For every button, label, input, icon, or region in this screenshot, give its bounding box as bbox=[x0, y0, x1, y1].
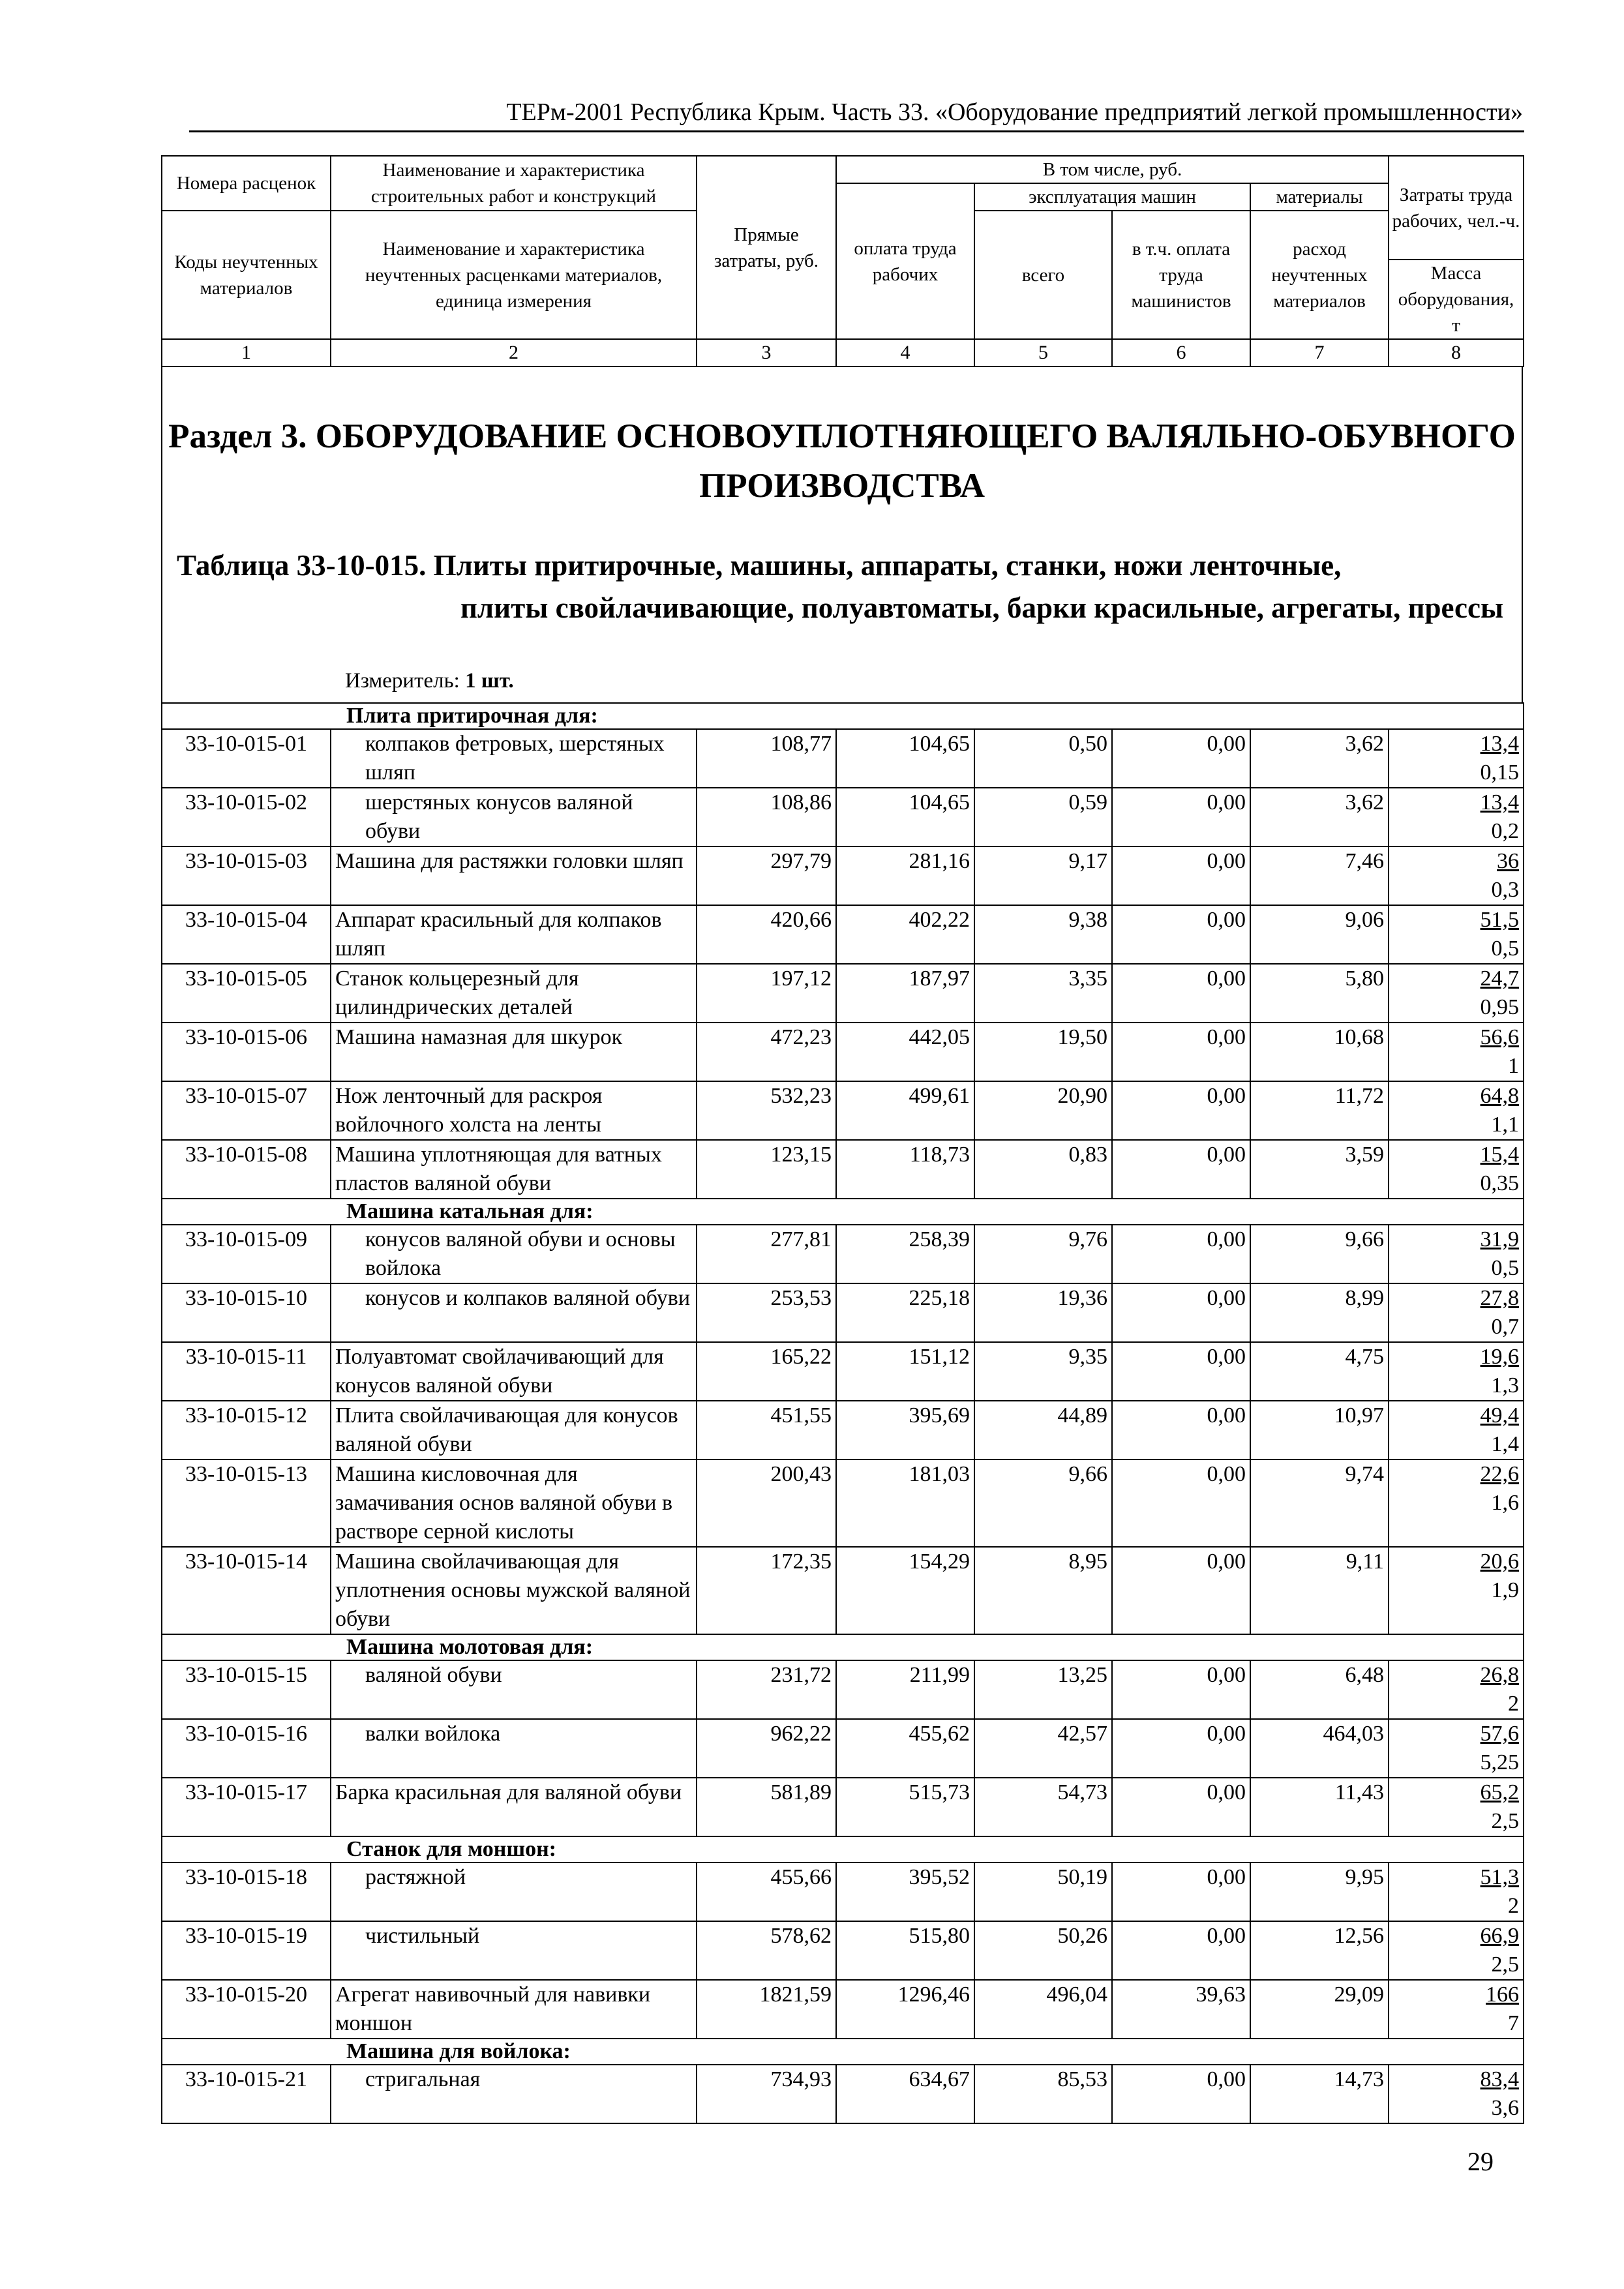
machines-total: 19,50 bbox=[974, 1023, 1112, 1081]
direct-costs: 420,66 bbox=[697, 905, 836, 964]
worker-pay: 187,97 bbox=[836, 964, 974, 1023]
direct-costs: 231,72 bbox=[697, 1660, 836, 1719]
operator-pay: 0,00 bbox=[1112, 1081, 1250, 1140]
equipment-mass: 0,15 bbox=[1480, 760, 1520, 785]
labor-hours: 26,8 bbox=[1480, 1663, 1520, 1687]
rate-code: 33-10-015-20 bbox=[162, 1980, 331, 2039]
rate-code: 33-10-015-07 bbox=[162, 1081, 331, 1140]
table-row bbox=[162, 1719, 1524, 1778]
header-machine-operation: эксплуатация машин bbox=[974, 183, 1250, 211]
rate-name: Нож ленточный для раскроя войлочного холста на ленты bbox=[331, 1081, 697, 1140]
table-caption-lead: Таблица 33-10-015. Плиты притирочные, машины, аппараты, станки, ножи ленточные, bbox=[177, 549, 1342, 582]
direct-costs: 297,79 bbox=[697, 846, 836, 905]
rate-code: 33-10-015-06 bbox=[162, 1023, 331, 1081]
rate-name: стригальная bbox=[331, 2065, 697, 2123]
operator-pay: 0,00 bbox=[1112, 1283, 1250, 1342]
rate-code: 33-10-015-18 bbox=[162, 1863, 331, 1921]
price-rows-table bbox=[161, 702, 1524, 2124]
labor-and-mass bbox=[1389, 1342, 1524, 1401]
header-machines-total: всего bbox=[974, 211, 1112, 339]
group-heading: Машина катальная для: bbox=[162, 1199, 1524, 1225]
header-materials: материалы bbox=[1250, 183, 1389, 211]
materials-cost: 3,62 bbox=[1250, 788, 1389, 846]
materials-cost: 3,59 bbox=[1250, 1140, 1389, 1199]
worker-pay: 515,73 bbox=[836, 1778, 974, 1836]
table-row bbox=[162, 1081, 1524, 1140]
table-row bbox=[162, 1283, 1524, 1342]
rate-code: 33-10-015-13 bbox=[162, 1459, 331, 1547]
rate-code: 33-10-015-12 bbox=[162, 1401, 331, 1459]
header-material-codes: Коды неучтенных материалов bbox=[162, 211, 331, 339]
materials-cost: 10,68 bbox=[1250, 1023, 1389, 1081]
operator-pay: 0,00 bbox=[1112, 1921, 1250, 1980]
direct-costs: 200,43 bbox=[697, 1459, 836, 1547]
materials-cost: 10,97 bbox=[1250, 1401, 1389, 1459]
worker-pay: 515,80 bbox=[836, 1921, 974, 1980]
table-row bbox=[162, 1863, 1524, 1921]
operator-pay: 0,00 bbox=[1112, 1547, 1250, 1634]
worker-pay: 211,99 bbox=[836, 1660, 974, 1719]
equipment-mass: 1,6 bbox=[1491, 1491, 1520, 1515]
worker-pay: 258,39 bbox=[836, 1225, 974, 1283]
labor-and-mass bbox=[1389, 1921, 1524, 1980]
measure-label: Измеритель: bbox=[345, 669, 460, 693]
table-row bbox=[162, 2065, 1524, 2123]
labor-hours: 166 bbox=[1486, 1982, 1520, 2007]
materials-cost: 9,11 bbox=[1250, 1547, 1389, 1634]
operator-pay: 0,00 bbox=[1112, 1342, 1250, 1401]
table-row bbox=[162, 964, 1524, 1023]
equipment-mass: 5,25 bbox=[1480, 1750, 1520, 1774]
machines-total: 54,73 bbox=[974, 1778, 1112, 1836]
equipment-mass: 0,2 bbox=[1491, 819, 1520, 843]
rate-code: 33-10-015-05 bbox=[162, 964, 331, 1023]
direct-costs: 197,12 bbox=[697, 964, 836, 1023]
materials-cost: 9,66 bbox=[1250, 1225, 1389, 1283]
labor-hours: 27,8 bbox=[1480, 1286, 1520, 1310]
labor-and-mass bbox=[1389, 2065, 1524, 2123]
rate-code: 33-10-015-10 bbox=[162, 1283, 331, 1342]
equipment-mass: 2 bbox=[1508, 1894, 1520, 1918]
column-number: 2 bbox=[331, 339, 697, 367]
labor-hours: 22,6 bbox=[1480, 1462, 1520, 1486]
table-row bbox=[162, 1342, 1524, 1401]
rate-code: 33-10-015-19 bbox=[162, 1921, 331, 1980]
materials-cost: 6,48 bbox=[1250, 1660, 1389, 1719]
header-material-name: Наименование и характеристика неучтенных расценками материалов, единица измерения bbox=[331, 211, 697, 339]
machines-total: 9,66 bbox=[974, 1459, 1112, 1547]
equipment-mass: 2,5 bbox=[1491, 1809, 1520, 1833]
rate-code: 33-10-015-01 bbox=[162, 729, 331, 788]
rate-name: Машина для растяжки головки шляп bbox=[331, 846, 697, 905]
machines-total: 9,17 bbox=[974, 846, 1112, 905]
machines-total: 9,38 bbox=[974, 905, 1112, 964]
materials-cost: 11,72 bbox=[1250, 1081, 1389, 1140]
table-caption-continuation: плиты свойлачивающие, полуавтоматы, барки красильные, агрегаты, прессы bbox=[460, 591, 1504, 624]
direct-costs: 581,89 bbox=[697, 1778, 836, 1836]
table-row bbox=[162, 1140, 1524, 1199]
price-table-frame bbox=[161, 155, 1523, 2124]
worker-pay: 634,67 bbox=[836, 2065, 974, 2123]
labor-hours: 19,6 bbox=[1480, 1345, 1520, 1369]
machines-total: 0,59 bbox=[974, 788, 1112, 846]
rate-name: колпаков фетровых, шерстяных шляп bbox=[331, 729, 697, 788]
labor-hours: 57,6 bbox=[1480, 1722, 1520, 1746]
header-rule bbox=[189, 130, 1524, 132]
table-row bbox=[162, 1401, 1524, 1459]
materials-cost: 9,06 bbox=[1250, 905, 1389, 964]
equipment-mass: 2 bbox=[1508, 1692, 1520, 1716]
labor-and-mass bbox=[1389, 846, 1524, 905]
direct-costs: 532,23 bbox=[697, 1081, 836, 1140]
rate-name: Станок кольцерезный для цилиндрических деталей bbox=[331, 964, 697, 1023]
table-header bbox=[161, 155, 1524, 367]
operator-pay: 0,00 bbox=[1112, 1023, 1250, 1081]
rate-code: 33-10-015-15 bbox=[162, 1660, 331, 1719]
labor-and-mass bbox=[1389, 1719, 1524, 1778]
header-direct-costs: Прямые затраты, руб. bbox=[697, 156, 836, 339]
column-number: 7 bbox=[1250, 339, 1389, 367]
materials-cost: 8,99 bbox=[1250, 1283, 1389, 1342]
labor-hours: 31,9 bbox=[1480, 1227, 1520, 1251]
header-worker-pay: оплата труда рабочих bbox=[836, 183, 974, 339]
direct-costs: 962,22 bbox=[697, 1719, 836, 1778]
machines-total: 85,53 bbox=[974, 2065, 1112, 2123]
table-row bbox=[162, 905, 1524, 964]
group-heading: Станок для моншон: bbox=[162, 1836, 1524, 1863]
equipment-mass: 0,7 bbox=[1491, 1315, 1520, 1339]
group-heading-row bbox=[162, 703, 1524, 729]
worker-pay: 281,16 bbox=[836, 846, 974, 905]
operator-pay: 0,00 bbox=[1112, 729, 1250, 788]
rate-name: Барка красильная для валяной обуви bbox=[331, 1778, 697, 1836]
table-row bbox=[162, 1225, 1524, 1283]
group-heading-row bbox=[162, 2039, 1524, 2065]
labor-and-mass bbox=[1389, 1023, 1524, 1081]
direct-costs: 1821,59 bbox=[697, 1980, 836, 2039]
rate-code: 33-10-015-02 bbox=[162, 788, 331, 846]
worker-pay: 154,29 bbox=[836, 1547, 974, 1634]
group-heading: Плита притирочная для: bbox=[162, 703, 1524, 729]
materials-cost: 464,03 bbox=[1250, 1719, 1389, 1778]
labor-hours: 56,6 bbox=[1480, 1025, 1520, 1049]
section-box bbox=[161, 367, 1523, 702]
operator-pay: 0,00 bbox=[1112, 2065, 1250, 2123]
table-row bbox=[162, 729, 1524, 788]
operator-pay: 0,00 bbox=[1112, 1459, 1250, 1547]
labor-and-mass bbox=[1389, 1401, 1524, 1459]
labor-hours: 24,7 bbox=[1480, 966, 1520, 991]
labor-hours: 36 bbox=[1497, 849, 1520, 873]
rate-name: конусов и колпаков валяной обуви bbox=[331, 1283, 697, 1342]
worker-pay: 395,52 bbox=[836, 1863, 974, 1921]
materials-cost: 7,46 bbox=[1250, 846, 1389, 905]
labor-and-mass bbox=[1389, 1459, 1524, 1547]
rate-name: конусов валяной обуви и основы войлока bbox=[331, 1225, 697, 1283]
operator-pay: 0,00 bbox=[1112, 1863, 1250, 1921]
page-number: 29 bbox=[1467, 2147, 1494, 2176]
direct-costs: 455,66 bbox=[697, 1863, 836, 1921]
materials-cost: 4,75 bbox=[1250, 1342, 1389, 1401]
header-work-name: Наименование и характеристика строительных работ и конструкций bbox=[331, 156, 697, 211]
column-number: 4 bbox=[836, 339, 974, 367]
labor-hours: 51,5 bbox=[1480, 908, 1520, 932]
direct-costs: 108,86 bbox=[697, 788, 836, 846]
operator-pay: 0,00 bbox=[1112, 1225, 1250, 1283]
machines-total: 50,26 bbox=[974, 1921, 1112, 1980]
group-heading-row bbox=[162, 1199, 1524, 1225]
worker-pay: 442,05 bbox=[836, 1023, 974, 1081]
group-heading-row bbox=[162, 1634, 1524, 1660]
worker-pay: 225,18 bbox=[836, 1283, 974, 1342]
rate-code: 33-10-015-16 bbox=[162, 1719, 331, 1778]
group-heading: Машина молотовая для: bbox=[162, 1634, 1524, 1660]
worker-pay: 499,61 bbox=[836, 1081, 974, 1140]
equipment-mass: 1,3 bbox=[1491, 1373, 1520, 1398]
equipment-mass: 1,9 bbox=[1491, 1578, 1520, 1602]
machines-total: 20,90 bbox=[974, 1081, 1112, 1140]
equipment-mass: 2,5 bbox=[1491, 1952, 1520, 1977]
operator-pay: 0,00 bbox=[1112, 1401, 1250, 1459]
materials-cost: 3,62 bbox=[1250, 729, 1389, 788]
machines-total: 8,95 bbox=[974, 1547, 1112, 1634]
table-row bbox=[162, 1023, 1524, 1081]
machines-total: 9,76 bbox=[974, 1225, 1112, 1283]
direct-costs: 734,93 bbox=[697, 2065, 836, 2123]
rate-name: Агрегат навивочный для навивки моншон bbox=[331, 1980, 697, 2039]
measure-unit bbox=[345, 666, 514, 695]
worker-pay: 104,65 bbox=[836, 788, 974, 846]
rate-name: Машина уплотняющая для ватных пластов валяной обуви bbox=[331, 1140, 697, 1199]
rate-name: Плита свойлачивающая для конусов валяной обуви bbox=[331, 1401, 697, 1459]
materials-cost: 9,74 bbox=[1250, 1459, 1389, 1547]
labor-hours: 13,4 bbox=[1480, 732, 1520, 756]
operator-pay: 0,00 bbox=[1112, 1660, 1250, 1719]
direct-costs: 578,62 bbox=[697, 1921, 836, 1980]
worker-pay: 402,22 bbox=[836, 905, 974, 964]
labor-hours: 51,3 bbox=[1480, 1865, 1520, 1889]
worker-pay: 151,12 bbox=[836, 1342, 974, 1401]
direct-costs: 277,81 bbox=[697, 1225, 836, 1283]
direct-costs: 472,23 bbox=[697, 1023, 836, 1081]
equipment-mass: 1,1 bbox=[1491, 1113, 1520, 1137]
machines-total: 0,50 bbox=[974, 729, 1112, 788]
worker-pay: 118,73 bbox=[836, 1140, 974, 1199]
header-including: В том числе, руб. bbox=[836, 156, 1389, 183]
operator-pay: 39,63 bbox=[1112, 1980, 1250, 2039]
rate-code: 33-10-015-03 bbox=[162, 846, 331, 905]
worker-pay: 181,03 bbox=[836, 1459, 974, 1547]
equipment-mass: 1 bbox=[1508, 1054, 1520, 1078]
rate-name: шерстяных конусов валяной обуви bbox=[331, 788, 697, 846]
rate-code: 33-10-015-04 bbox=[162, 905, 331, 964]
equipment-mass: 0,5 bbox=[1491, 1256, 1520, 1280]
header-operator-pay: в т.ч. оплата труда машинистов bbox=[1112, 211, 1250, 339]
rate-code: 33-10-015-09 bbox=[162, 1225, 331, 1283]
rate-name: Машина свойлачивающая для уплотнения основы мужской валяной обуви bbox=[331, 1547, 697, 1634]
column-number: 6 bbox=[1112, 339, 1250, 367]
table-row bbox=[162, 788, 1524, 846]
direct-costs: 172,35 bbox=[697, 1547, 836, 1634]
worker-pay: 1296,46 bbox=[836, 1980, 974, 2039]
labor-hours: 20,6 bbox=[1480, 1549, 1520, 1574]
materials-cost: 9,95 bbox=[1250, 1863, 1389, 1921]
machines-total: 13,25 bbox=[974, 1660, 1112, 1719]
worker-pay: 104,65 bbox=[836, 729, 974, 788]
rate-name: Полуавтомат свойлачивающий для конусов валяной обуви bbox=[331, 1342, 697, 1401]
labor-and-mass bbox=[1389, 1081, 1524, 1140]
equipment-mass: 3,6 bbox=[1491, 2096, 1520, 2120]
rate-name: Аппарат красильный для колпаков шляп bbox=[331, 905, 697, 964]
labor-and-mass bbox=[1389, 1778, 1524, 1836]
machines-total: 42,57 bbox=[974, 1719, 1112, 1778]
header-unaccounted-materials: расход неучтенных материалов bbox=[1250, 211, 1389, 339]
column-number: 1 bbox=[162, 339, 331, 367]
labor-hours: 49,4 bbox=[1480, 1403, 1520, 1428]
table-row bbox=[162, 1980, 1524, 2039]
column-number: 3 bbox=[697, 339, 836, 367]
labor-and-mass bbox=[1389, 1980, 1524, 2039]
operator-pay: 0,00 bbox=[1112, 1140, 1250, 1199]
labor-and-mass bbox=[1389, 1283, 1524, 1342]
worker-pay: 455,62 bbox=[836, 1719, 974, 1778]
rate-code: 33-10-015-17 bbox=[162, 1778, 331, 1836]
labor-hours: 83,4 bbox=[1480, 2067, 1520, 2091]
direct-costs: 108,77 bbox=[697, 729, 836, 788]
machines-total: 0,83 bbox=[974, 1140, 1112, 1199]
labor-and-mass bbox=[1389, 964, 1524, 1023]
materials-cost: 5,80 bbox=[1250, 964, 1389, 1023]
materials-cost: 29,09 bbox=[1250, 1980, 1389, 2039]
direct-costs: 253,53 bbox=[697, 1283, 836, 1342]
equipment-mass: 0,35 bbox=[1480, 1171, 1520, 1195]
header-equipment-mass: Масса оборудования, т bbox=[1389, 260, 1524, 339]
rate-code: 33-10-015-08 bbox=[162, 1140, 331, 1199]
machines-total: 50,19 bbox=[974, 1863, 1112, 1921]
operator-pay: 0,00 bbox=[1112, 846, 1250, 905]
running-header: ТЕРм-2001 Республика Крым. Часть 33. «Оборудование предприятий легкой промышленности» bbox=[506, 98, 1523, 126]
section-title: Раздел 3. ОБОРУДОВАНИЕ ОСНОВОУПЛОТНЯЮЩЕГО ВАЛЯЛЬНО-ОБУВНОГО ПРОИЗВОДСТВА bbox=[168, 417, 1516, 505]
machines-total: 496,04 bbox=[974, 1980, 1112, 2039]
rate-name: чистильный bbox=[331, 1921, 697, 1980]
machines-total: 19,36 bbox=[974, 1283, 1112, 1342]
labor-and-mass bbox=[1389, 905, 1524, 964]
header-labor-hours: Затраты труда рабочих, чел.-ч. bbox=[1389, 156, 1524, 260]
column-number: 5 bbox=[974, 339, 1112, 367]
rate-code: 33-10-015-14 bbox=[162, 1547, 331, 1634]
labor-and-mass bbox=[1389, 1863, 1524, 1921]
direct-costs: 123,15 bbox=[697, 1140, 836, 1199]
labor-hours: 15,4 bbox=[1480, 1143, 1520, 1167]
machines-total: 3,35 bbox=[974, 964, 1112, 1023]
table-row bbox=[162, 1459, 1524, 1547]
labor-and-mass bbox=[1389, 1225, 1524, 1283]
equipment-mass: 1,4 bbox=[1491, 1432, 1520, 1456]
machines-total: 44,89 bbox=[974, 1401, 1112, 1459]
price-rows-body bbox=[162, 703, 1524, 2123]
table-row bbox=[162, 1547, 1524, 1634]
equipment-mass: 0,3 bbox=[1491, 878, 1520, 902]
labor-and-mass bbox=[1389, 1660, 1524, 1719]
labor-and-mass bbox=[1389, 1547, 1524, 1634]
measure-value: 1 шт. bbox=[465, 669, 514, 693]
rate-code: 33-10-015-11 bbox=[162, 1342, 331, 1401]
rate-name: растяжной bbox=[331, 1863, 697, 1921]
group-heading: Машина для войлока: bbox=[162, 2039, 1524, 2065]
materials-cost: 12,56 bbox=[1250, 1921, 1389, 1980]
operator-pay: 0,00 bbox=[1112, 788, 1250, 846]
table-row bbox=[162, 1778, 1524, 1836]
materials-cost: 14,73 bbox=[1250, 2065, 1389, 2123]
operator-pay: 0,00 bbox=[1112, 1778, 1250, 1836]
machines-total: 9,35 bbox=[974, 1342, 1112, 1401]
labor-hours: 13,4 bbox=[1480, 790, 1520, 815]
column-number: 8 bbox=[1389, 339, 1524, 367]
operator-pay: 0,00 bbox=[1112, 1719, 1250, 1778]
header-rate-numbers: Номера расценок bbox=[162, 156, 331, 211]
group-heading-row bbox=[162, 1836, 1524, 1863]
labor-and-mass bbox=[1389, 729, 1524, 788]
rate-code: 33-10-015-21 bbox=[162, 2065, 331, 2123]
table-row bbox=[162, 1660, 1524, 1719]
direct-costs: 451,55 bbox=[697, 1401, 836, 1459]
equipment-mass: 0,5 bbox=[1491, 936, 1520, 961]
labor-hours: 65,2 bbox=[1480, 1780, 1520, 1804]
labor-and-mass bbox=[1389, 788, 1524, 846]
table-caption bbox=[177, 545, 1507, 629]
table-row bbox=[162, 1921, 1524, 1980]
operator-pay: 0,00 bbox=[1112, 905, 1250, 964]
labor-hours: 66,9 bbox=[1480, 1924, 1520, 1948]
materials-cost: 11,43 bbox=[1250, 1778, 1389, 1836]
rate-name: валяной обуви bbox=[331, 1660, 697, 1719]
rate-name: Машина кисловочная для замачивания основ валяной обуви в растворе серной кислоты bbox=[331, 1459, 697, 1547]
equipment-mass: 0,95 bbox=[1480, 995, 1520, 1019]
labor-hours: 64,8 bbox=[1480, 1084, 1520, 1108]
operator-pay: 0,00 bbox=[1112, 964, 1250, 1023]
rate-name: валки войлока bbox=[331, 1719, 697, 1778]
direct-costs: 165,22 bbox=[697, 1342, 836, 1401]
table-row bbox=[162, 846, 1524, 905]
equipment-mass: 7 bbox=[1508, 2011, 1520, 2035]
labor-and-mass bbox=[1389, 1140, 1524, 1199]
rate-name: Машина намазная для шкурок bbox=[331, 1023, 697, 1081]
worker-pay: 395,69 bbox=[836, 1401, 974, 1459]
